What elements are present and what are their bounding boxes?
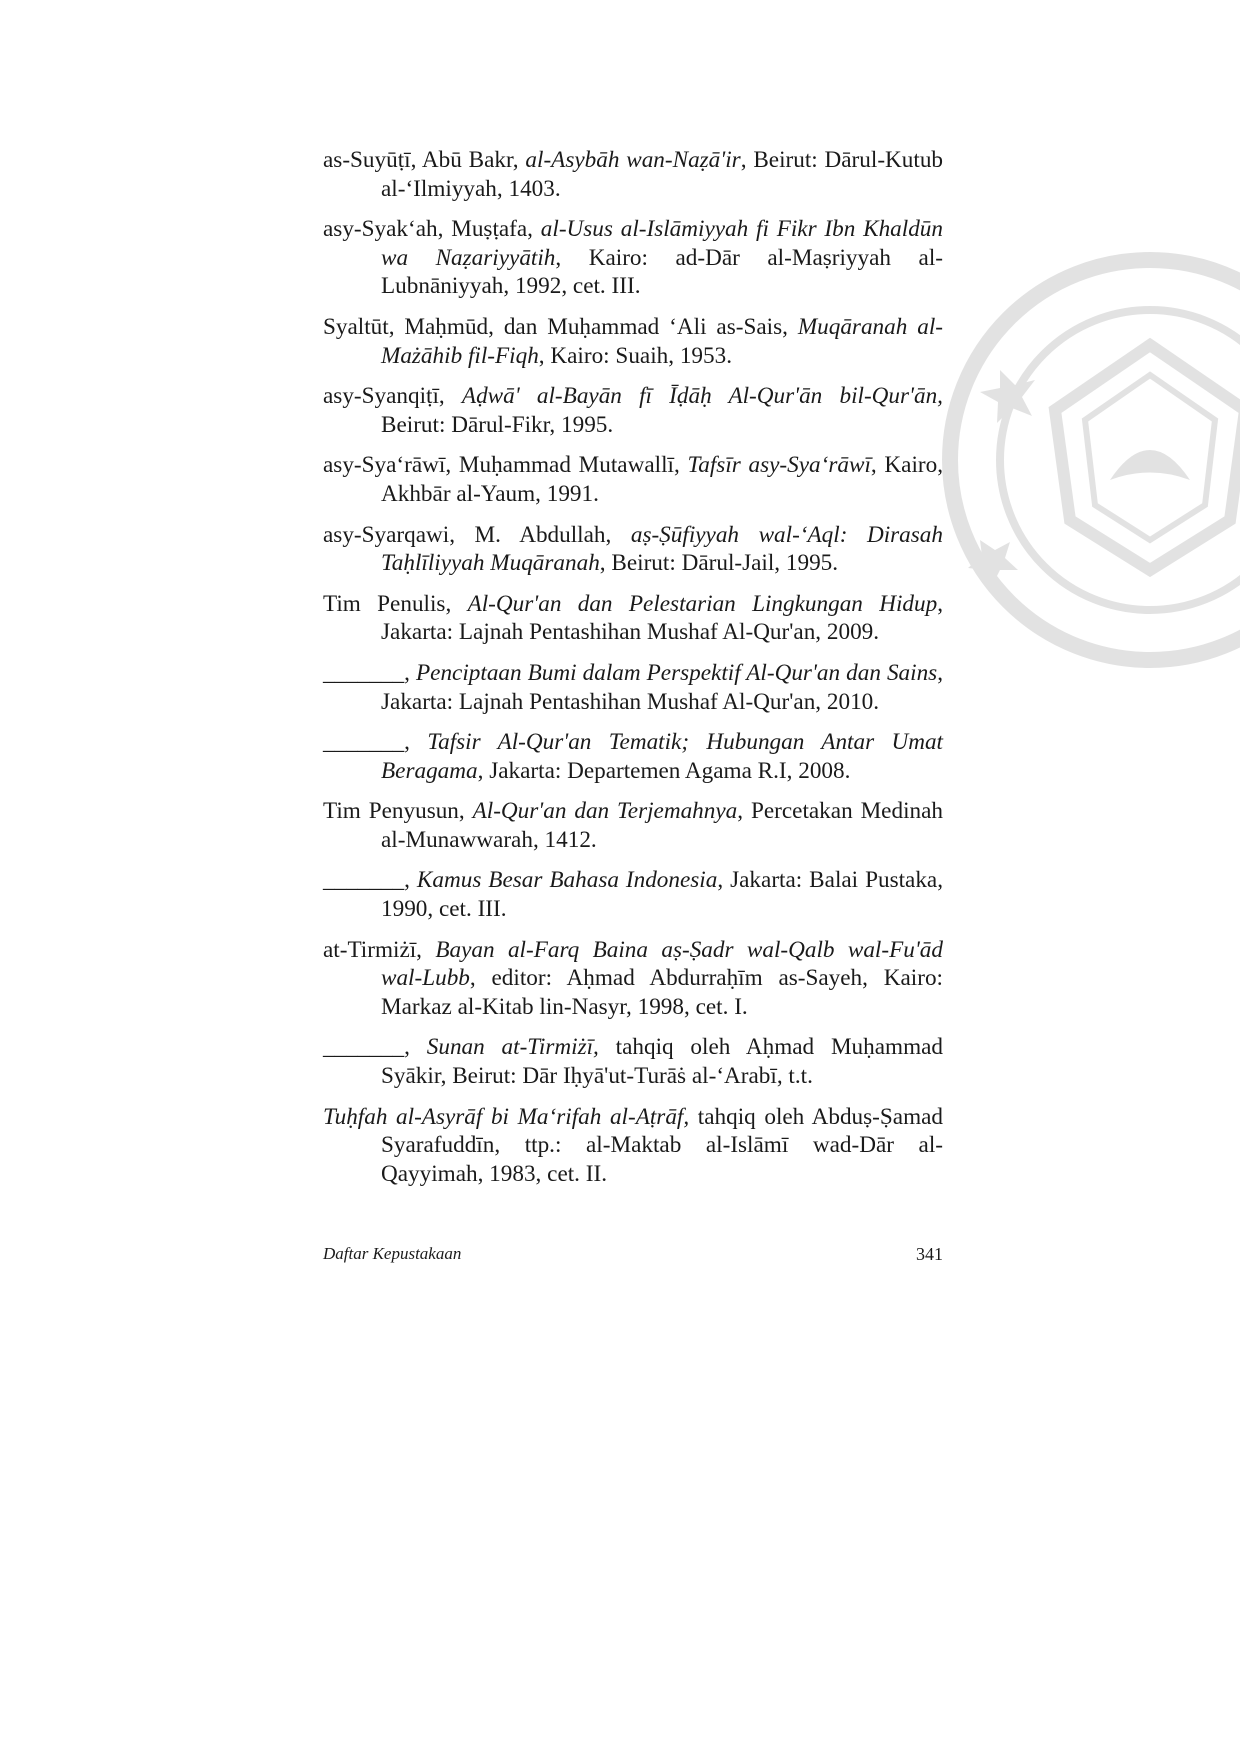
entry-title: Al-Qur'an dan Terjemahnya — [472, 798, 738, 825]
entry-title: Bayan al-Farq Baina aṣ-Ṣadr wal-Qalb wal-Fu'ād wal-Lubb — [381, 936, 943, 992]
bibliography-entry — [323, 866, 943, 923]
entry-publication: , Jakarta: Lajnah Pentashihan Mushaf Al-Qur'an, 2009. — [381, 590, 943, 646]
entry-publication: , Jakarta: Balai Pustaka, 1990, cet. III. — [381, 867, 944, 923]
bibliography-entry — [323, 936, 943, 1022]
entry-author: Syaltūt, Maḥmūd, dan Muḥammad ‘Ali as-Sais, — [323, 313, 798, 340]
bibliography-list — [323, 146, 943, 1200]
ministry-seal-watermark-icon — [940, 250, 1240, 670]
entry-publication: tahqiq oleh Abduṣ-Ṣamad Syarafuddīn, ttp.: al-Maktab al-Islāmī wad-Dār al-Qayyimah, 1983, cet. II. — [381, 1103, 943, 1187]
bibliography-entry — [323, 590, 943, 647]
entry-author: _______, — [323, 659, 416, 686]
entry-title: Tuḥfah al-Asyrāf bi Ma‘rifah al-Aṭrāf, — [323, 1103, 690, 1130]
bibliography-entry — [323, 521, 943, 578]
page-number: 341 — [916, 1244, 943, 1264]
entry-author: _______, — [323, 729, 428, 756]
bibliography-entry — [323, 797, 943, 854]
entry-publication: , Percetakan Medinah al-Munawwarah, 1412. — [381, 798, 943, 853]
bibliography-entry — [323, 313, 943, 370]
entry-author: Tim Penulis, — [323, 590, 468, 617]
bibliography-entry — [323, 451, 943, 508]
entry-author: at-Tirmiżī, — [323, 936, 436, 963]
entry-publication: , Beirut: Dārul-Kutub al-‘Ilmiyyah, 1403. — [381, 147, 944, 202]
page-footer — [323, 1244, 943, 1272]
entry-author: _______, — [323, 1034, 427, 1061]
entry-author: _______, — [323, 867, 417, 894]
entry-title: aṣ-Ṣūfiyyah wal-‘Aql: Dirasah Taḥlīliyyah Muqāranah — [381, 521, 943, 577]
entry-title: Penciptaan Bumi dalam Perspektif Al-Qur'an dan Sains — [416, 659, 938, 686]
entry-publication: , editor: Aḥmad Abdurraḥīm as-Sayeh, Kairo: Markaz al-Kitab lin-Nasyr, 1998, cet. I. — [381, 965, 943, 1020]
entry-publication: , Kairo, Akhbār al-Yaum, 1991. — [381, 452, 944, 507]
entry-publication: , Kairo: Suaih, 1953. — [538, 342, 733, 369]
entry-publication: , Beirut: Dārul-Jail, 1995. — [599, 550, 839, 577]
entry-publication: Beirut: Dārul-Fikr, 1995. — [381, 411, 614, 438]
entry-author: asy-Syarqawi, M. Abdullah, — [323, 521, 631, 548]
entry-title: Muqāranah al-Mażāhib fil-Fiqh — [381, 313, 943, 369]
entry-title: Kamus Besar Bahasa Indonesia — [416, 867, 718, 894]
entry-title: Tafsīr asy-Sya‘rāwī — [687, 452, 871, 479]
entry-title: Aḍwā' al-Bayān fī Īḍāḥ Al-Qur'ān bil-Qur'ān, — [461, 383, 943, 410]
entry-author: asy-Sya‘rāwī, Muḥammad Mutawallī, — [323, 452, 688, 479]
entry-publication: , Jakarta: Departemen Agama R.I, 2008. — [477, 757, 851, 784]
entry-author: asy-Syanqiṭī, — [323, 383, 462, 410]
running-footer-title: Daftar Kepustakaan — [323, 1244, 462, 1263]
entry-author: as-Suyūṭī, Abū Bakr, — [323, 147, 526, 173]
bibliography-entry — [323, 728, 943, 785]
bibliography-entry — [323, 215, 943, 301]
entry-title: Sunan at-Tirmiżī, — [426, 1034, 599, 1061]
entry-title: al-Usus al-Islāmiyyah fi Fikr Ibn Khaldūn wa Naẓariyyātih — [381, 216, 943, 271]
entry-author: asy-Syak‘ah, Muṣṭafa, — [323, 216, 541, 243]
bibliography-entry — [323, 1103, 943, 1189]
entry-publication: , Kairo: ad-Dār al-Maṣriyyah al-Lubnāniyyah, 1992, cet. III. — [381, 244, 943, 300]
entry-author: Tim Penyusun, — [323, 798, 473, 825]
entry-publication: tahqiq oleh Aḥmad Muḥammad Syākir, Beirut: Dār Iḥyā'ut-Turāṡ al-‘Arabī, t.t. — [381, 1034, 943, 1090]
entry-title: al-Asybāh wan-Naẓā'ir — [525, 147, 741, 173]
entry-publication: , Jakarta: Lajnah Pentashihan Mushaf Al-Qur'an, 2010. — [381, 659, 944, 715]
bibliography-entry — [323, 382, 943, 439]
bibliography-entry — [323, 146, 943, 203]
entry-title: Tafsir Al-Qur'an Tematik; Hubungan Antar Umat Beragama — [381, 729, 943, 784]
bibliography-entry — [323, 659, 943, 716]
bibliography-entry — [323, 1033, 943, 1090]
entry-title: Al-Qur'an dan Pelestarian Lingkungan Hidup — [467, 590, 938, 617]
